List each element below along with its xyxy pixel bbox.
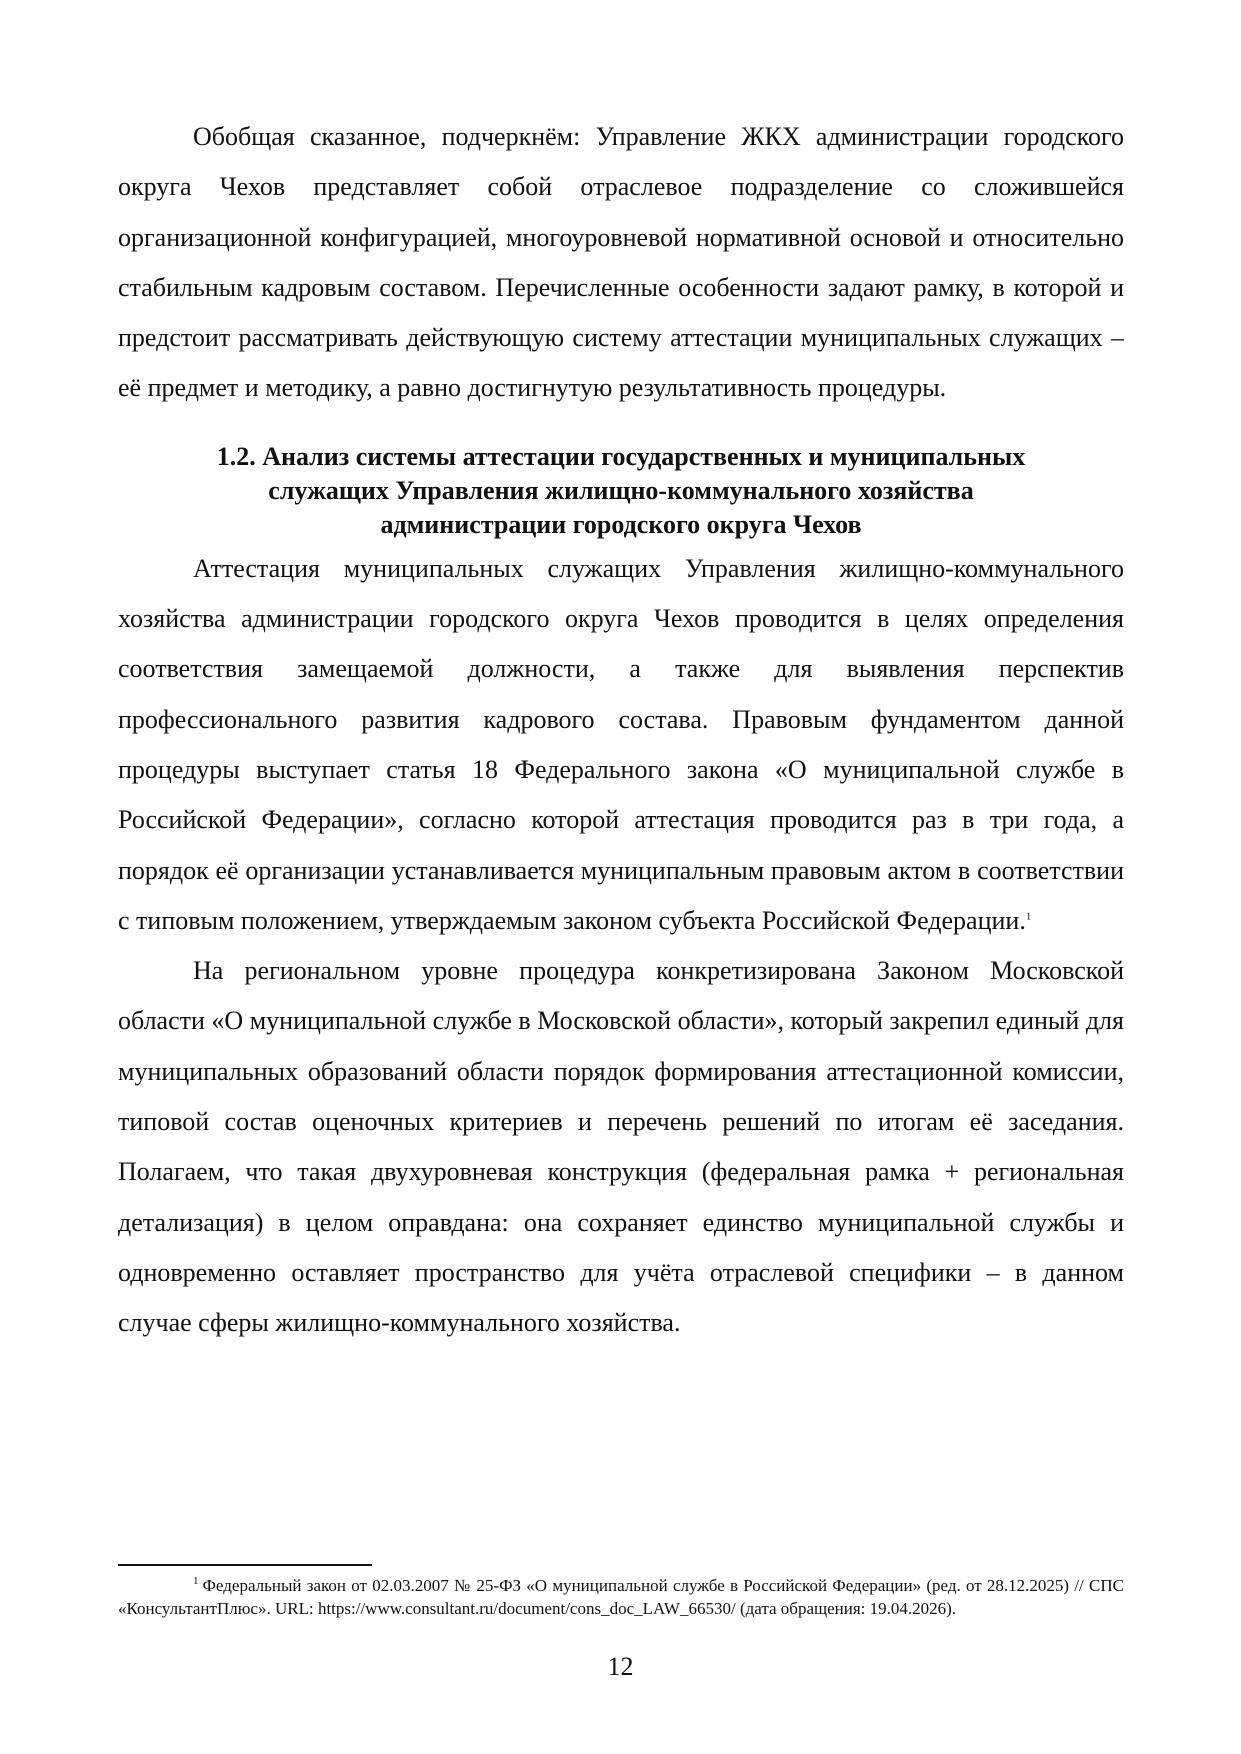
section-heading-line-3: администрации городского округа Чехов — [380, 509, 862, 539]
section-heading-line-2: служащих Управления жилищно-коммунального хозяйства — [268, 475, 974, 505]
footnote-marker: 1 — [193, 1575, 199, 1588]
paragraph-attestation-text: Аттестация муниципальных служащих Управления жилищно-коммунального хозяйства администрации городского округа Чехов проводится в целях определения соответствия замещаемой должности, а также для выявления перспектив профессионального развития кадрового состава. Правовым фундаментом данной процедуры выступает статья 18 Федерального закона «О муниципальной службе в Российской Федерации», согласно которой аттестация проводится раз в три года, а порядок её организации устанавливается муниципальным правовым актом в соответствии с типовым положением, утверждаемым законом субъекта Российской Федерации. — [118, 553, 1124, 935]
section-heading-line-1: 1.2. Анализ системы аттестации государственных и муниципальных — [216, 441, 1026, 471]
footnote — [118, 1574, 1124, 1620]
document-page — [118, 112, 1124, 1349]
footnote-reference[interactable]: 1 — [1025, 910, 1032, 923]
page-number: 12 — [607, 1652, 634, 1681]
paragraph-regional-level: На региональном уровне процедура конкретизирована Законом Московской области «О муниципальной службе в Московской области», который закрепил единый для муниципальных образований области порядок формирования аттестационной комиссии, типовой состав оценочных критериев и перечень решений по итогам её заседания. Полагаем, что такая двухуровневая конструкция (федеральная рамка + региональная детализация) в целом оправдана: она сохраняет единство муниципальной службы и одновременно оставляет пространство для учёта отраслевой специфики – в данном случае сферы жилищно-коммунального хозяйства. — [118, 956, 1124, 1338]
paragraph-attestation — [118, 544, 1124, 946]
section-heading — [118, 440, 1124, 542]
footnote-text: Федеральный закон от 02.03.2007 № 25-ФЗ «О муниципальной службе в Российской Федерации» (ред. от 28.12.2025) // СПС «КонсультантПлюс». URL: https://www.consultant.ru/document/cons_doc_LAW_66530/ (дата обращения: 19.04.2026). — [118, 1576, 1124, 1618]
paragraph-summary: Обобщая сказанное, подчеркнём: Управление ЖКХ администрации городского округа Чехов представляет собой отраслевое подразделение со сложившейся организационной конфигурацией, многоуровневой нормативной основой и относительно стабильным кадровым составом. Перечисленные особенности задают рамку, в которой и предстоит рассматривать действующую систему аттестации муниципальных служащих – её предмет и методику, а равно достигнутую результативность процедуры. — [118, 122, 1124, 403]
footnote-divider — [118, 1564, 372, 1566]
